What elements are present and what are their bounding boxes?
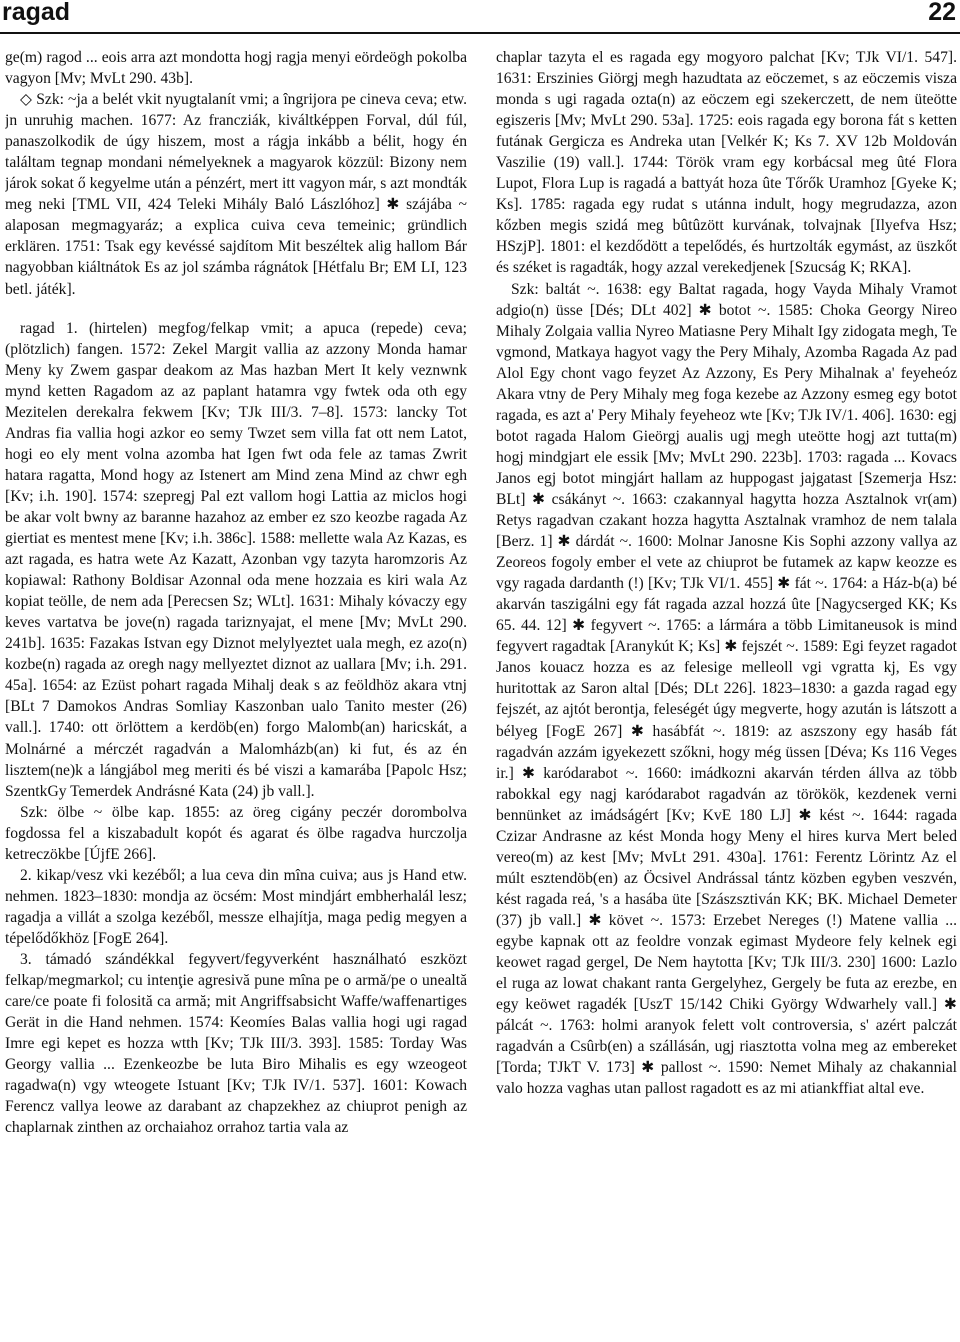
running-headword: ragad <box>2 0 71 26</box>
page-header <box>0 0 960 34</box>
right-column <box>496 47 957 1337</box>
left-column <box>5 47 467 1337</box>
entry-paragraph: ◇ Szk: ~ja a belét vkit nyugtalanít vmi; a îngrijora pe cineva ceva; etw. jn unruhig machen. 1677: Az francziák, kiváltképpen Forval, dúl fúl, panaszolkodik de úgy hiszem, most a rágja inkább a bélit, hogy én találtam tegnap mondani némelyeknek a magyarok közzül: Bizony nem járok sokat ő kegyelme után a pénzért, mert itt vagyon már, s azt mondták meg neki [TML VII, 424 Teleki Mihály Baló Lászlóhoz] ✱ szájába ~ alaposan megmagyaráz; a explica cuiva ceva temeinic; gründlich erklären. 1751: Tsak egy kevéssé sajdítom Mit beszéltek alig hallom Bár nagyobban kiáltnátok Es az jol számba rágnátok [Hétfalu Br; EM LI, 123 betl. játék]. <box>5 91 467 298</box>
entry-paragraph: Szk: ölbe ~ ölbe kap. 1855: az öreg cigány peczér dorombolva fogdossa fel a kiszabadult kopót és agarat és ölbe ragadva hurczolja ketreczökbe [ÚjfE 266]. <box>5 803 467 863</box>
entry-paragraph: 3. támadó szándékkal fegyvert/fegyverként használható eszközt felkap/megmarkol; cu intenţie agresivă pune mîna pe o armă/pe o unealtă care/ce poate fi folosită ca armă; mit Angriffsabsicht Waffe/waffenartiges Gerät in die Hand nehmen. 1574: Keomíes Balas vallia hogi ugi ragad Imre egi kepet es hozza wtth [Kv; TJk III/3. 393]. 1585: Torday Was Georgy vallia ... Ezenkeozbe be luta Biro Mihalis es egy wzeogeot ragadwa(n) vgy wteogete Istuant [Kv; TJk IV/1. 537]. 1601: Kowach Ferencz vallya leowe az darabant az chapzekhez az chiuprot penigh az chaplarnak zinthen az orchaiahoz orrahoz tartia vala az <box>5 950 467 1137</box>
entry-paragraph: ge(m) ragod ... eois arra azt mondotta hogj ragja menyi eördeögh pokolba vagyon [Mv; MvLt 290. 43b]. <box>5 49 467 88</box>
entry-paragraph: chaplar tazyta el es ragada egy mogyoro palchat [Kv; TJk VI/1. 547]. 1631: Erszinies Giörgj megh hazudtata az eöczemet, s az eöczemis visza monda s ugi ragada ozta(n) az eöczem egi szekerczett, de nem üteötte egiszeris [Mv; MvLt 290. 53a]. 1725: eois ragada egy borona fát s ketten futának Gergicza es Andreka utan [Velkér K; Ks 7. XV 12b Moldován Vaszilie (19) vall.]. 1744: Török vram egy korbácsal meg ûté Flora Lupot, Flora Lup is ragadá a battyát hoza ûte Tőrők Uramhoz [Gyeke K; Ks]. 1785: ragada egy rudat s utánna indult, hogy megrudazza, azon kőzben megis szidá meg bûtûzött kurvának, tolvajnak [Ilyefva Hsz; HSzjP]. 1801: el kezdődött a tepelődés, és hurtzolták egymást, az üszkőt és széket is ragadták, hogy azzal verekedjenek [Szucság K; RKA]. <box>496 49 957 277</box>
entry-paragraph: 2. kikap/vesz vki kezéből; a lua ceva din mîna cuiva; aus js Hand etw. nehmen. 1823–1830: mondja az öcsém: Most mindjárt embherhalál lesz; ragadja a villát a szolga kezéből, messze elhajítja, maga pedig megyen a tépelődőkhöz [FogE 264]. <box>5 866 467 947</box>
entry-paragraph: ragad 1. (hirtelen) megfog/felkap vmit; a apuca (repede) ceva; (plötzlich) fangen. 1572: Zekel Margit vallia az azzony Monda hamar Meny ky Zwem gaspar deakom az Mas hazban Mert It kely veznwnk mynd ketten Ragadom az az paplant hatamra vgy fwtek oda oth egy Mezitelen derekalra fekwem [Kv; TJk III/3. 7–8]. 1573: lancky Tot Andras fia vallia hogi azkor eo semy Twzet sem villa fat ott nem Latot, hogi eo ely ment volna azomba hat Igen fwt oda fele az tamas Zwrit hatara ragatta, Mond hogy az Istenert am Mind zena Mind az chwr egh [Kv; i.h. 190]. 1574: szepregj Pal ezt vallom hogi Lattia az miclos hogi be akar volt bwny az baranne hazahoz az ember ez szo keozbe ragada Az giertiat es mentest mene [Kv; i.h. 386c]. 1588: mellette wala Az Kazas, es azt ragada, es hatra wete Az Kazatt, Azonban vgy tazyta haromzoris Az kopiawal: Rathony Boldisar Azonnal oda mene hozzaia es kiri wala Az kopiat teölle, de nem ada [Perecsen Sz; WLt]. 1631: Mihaly kóvaczy egy keves vartatva be jove(n) ragada tariznyajat, el mene [Mv; MvLt 290. 241b]. 1635: Fazakas Istvan egy Diznot melylyeztet uala megh, ez azo(n) kozbe(n) ragada az oregh nagy mellyeztet diznot az uallara [Mv; i.h. 291. 45a]. 1654: az Ezüst pohart ragada Mihalj deak s az feöldhöz akara vtnj [BLt 7 Damokos Andras Somliay Kaszonban ualo Tanito mester (26) vall.]. 1740: ott örlöttem a kerdöb(en) forgo Malomb(an) haricskát, a Molnárné a mérczét ragadván a Malomházb(an) ki fut, és az én lisztem(ne)k a lángjábol meg meriti és bé viszi a kamarába [Papolc Hsz; SzentkGy Temerdek Andrásné Kata (24) jb vall.]. <box>5 319 467 800</box>
entry-paragraph: Szk: baltát ~. 1638: egy Baltat ragada, hogy Vayda Mihaly Vramot adgio(n) üsse [Dés; DLt 402] ✱ botot ~. 1585: Choka Georgy Nireo Mihaly Zolgaia vallia Nyreo Matiasne Pery Mihalt Igy zidogata megh, Te vgmond, Matkaya hagyot vagy the Pery Mihaly, Azomba Ragada Az pad Alol Egy chont vago feyzet Az Azzony, Es Pery Mihalnak a' feyeheóz Akara vtny de Pery Mihaly meg foga kezebe az Azzony esmeg egy botot ragada, es azt a' Pery Mihaly feyeheoz wte [Kv; TJk IV/1. 406]. 1630: egj botot ragada Halom Gieörgj aualis ugj megh uteötte hogj azt tutta(m) hogj mindgjart ele essik [Mv; MvLt 290. 223b]. 1703: ragada ... Kovacs Janos egj botot mingjárt hallam az huppogast jajgatast [Szemerja Hsz: BLt] ✱ csákányt ~. 1663: czakannyal hagytta hozza Asztalnok vr(am) Retys ragadvan czakant hozza hagytta Asztalnak vramhoz de nem talala [Berz. 1] ✱ dárdát ~. 1600: Molnar Janosne Kis Sophi azzony vallya az Zeoreos fogoly ember el vete az chiuprot be futamek az kapw keozze es vgy ragada dardanth (!) [Kv; TJk VI/1. 455] ✱ fát ~. 1764: a Ház-b(a) bé akarván taszigálni egy fát ragada azzal hozzá ûte [Nagycserged KK; Ks 65. 44. 12] ✱ fegyvert ~. 1765: a lármára a több Limitaneusok is mind fegyvert ragadtak [Aranykút K; Ks] ✱ fejszét ~. 1589: Egi feyzet ragadot Janos kouacz hozza es az felesige melleoll vgi vgratta kj, Es vgy huritottak az Saron altal [Dés; DLt 226]. 1823–1830: a gazda ragad egy fejszét, az ajtót berontja, feleségét úgy megverte, hogy azután is látszott a bélyeg [FogE 267] ✱ hasábfát ~. 1819: az aszszony egy hasáb fát ragadván azzám igyekezett szőkni, hogy még üssen [Déva; Ks 116 Veges ir.] ✱ karódarabot ~. 1660: imádkozni akarván térden állva az több rabokkal egy nagj karódarabot ragadván az törökök, kezdenek verni bennünket az imádságért [Kv; KvE 180 LJ] ✱ kést ~. 1644: ragada Czizar Andrasne az kést Monda hogy Meny el hires kurva Mert beled vereo(m) az kest [Mv; MvLt 291. 430a]. 1761: Ferentz Lörintz Az el múlt esztendöb(en) az Öcsivel Andrással tántz közben egyben veszvén, kést ragada reá, 's a hasába üte [Szászsztiván KK; BK. Michael Demeter (37) jb vall.] ✱ követ ~. 1573: Erzebet Nereges (!) Matene vallia ... egybe kapnak ott az feoldre vonzak egimast Mydeore fely kelnek egi keowet ragad gergel, De Nem haytotta [Kv; TJk III/3. 230] 1600: Lazlo el ruga az lowat chakant ranta Gergelyhez, Gergely be futa az erezbe, en egy keöwet ragadék [UszT 15/142 Chiki György Wdwarhely vall.] ✱ pálcát ~. 1763: holmi aranyok felett volt controversia, s' azért palczát ragadván a Csûrb(en) a szállásán, ugj riasztotta volna meg az embereket [Torda; TJkT V. 173] ✱ pallost ~. 1590: Nemet Mihaly az chakannial valo hozza vaghas utan pallost ragadott es az mi atiankffiat altal eve. <box>496 280 957 1098</box>
page-number: 22 <box>928 0 956 26</box>
